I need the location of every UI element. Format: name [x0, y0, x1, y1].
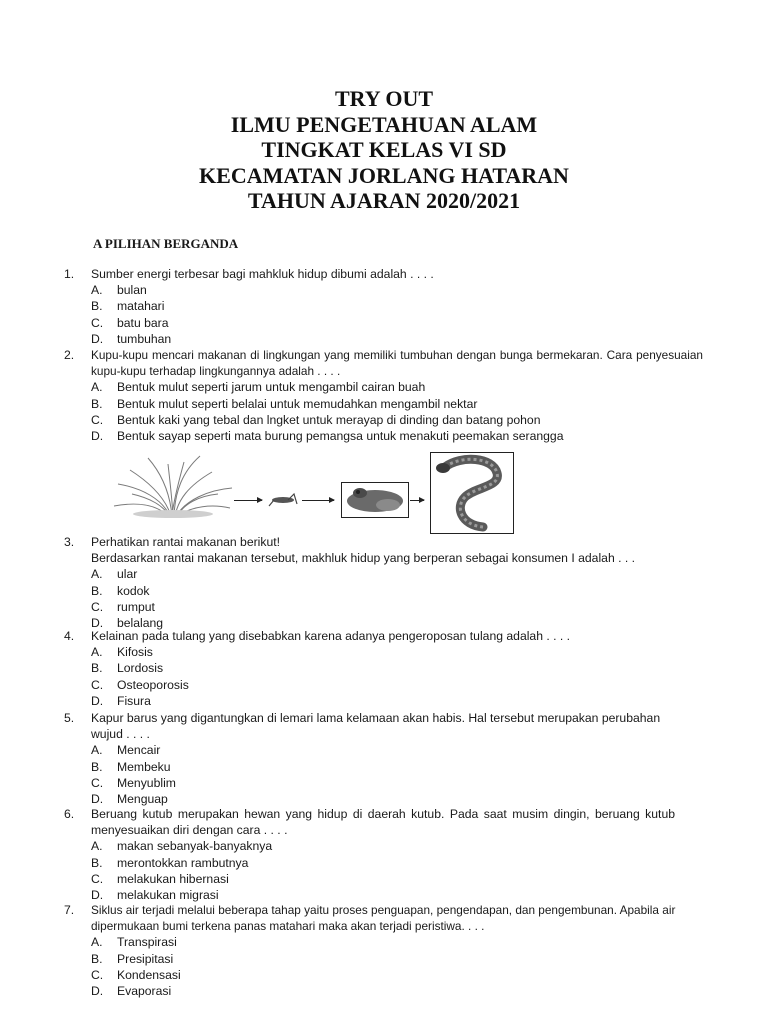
option-d: D. tumbuhan: [91, 331, 172, 346]
section-heading: A PILIHAN BERGANDA: [93, 236, 239, 251]
title-line-2: ILMU PENGETAHUAN ALAM: [230, 111, 538, 137]
option-a: A. Kifosis: [91, 645, 153, 660]
option-b: B. merontokkan rambutnya: [91, 855, 249, 870]
question-number: 4.: [64, 629, 75, 643]
option-a: A. makan sebanyak-banyaknya: [91, 839, 273, 854]
option-a: A. Mencair: [91, 743, 161, 758]
option-c: C. Kondensasi: [91, 967, 181, 982]
question-7: [0, 902, 768, 999]
option-a: A. Bentuk mulut seperti jarum untuk mengambil cairan buah: [91, 380, 426, 395]
question-6: [0, 806, 768, 903]
title-line-5: TAHUN AJARAN 2020/2021: [247, 188, 521, 213]
question-number: 5.: [64, 711, 75, 725]
snake-image: [430, 452, 514, 534]
question-stem: Kelainan pada tulang yang disebabkan karena adanya pengeroposan tulang adalah . . . .: [91, 629, 571, 643]
question-1: [0, 266, 768, 347]
option-a: A. Transpirasi: [91, 935, 177, 950]
question-number: 6.: [64, 807, 75, 821]
question-2: [0, 347, 768, 444]
frog-image: [341, 482, 409, 518]
question-stem-2: Berdasarkan rantai makanan tersebut, makhluk hidup yang berperan sebagai konsumen I adalah . . .: [91, 551, 636, 566]
document-title: [0, 86, 768, 214]
question-stem: Siklus air terjadi melalui beberapa tahap yaitu proses penguapan, pengendapan, dan pengembunan. Apabila air dipermukaan bumi terkena panas matahari maka akan terjadi peristiwa. . . .: [91, 903, 676, 934]
question-number: 1.: [64, 267, 75, 281]
question-3: [0, 534, 768, 631]
question-number: 2.: [64, 348, 75, 362]
grasshopper-image: [268, 492, 298, 508]
arrow-icon: [410, 500, 424, 501]
question-stem: Kupu-kupu mencari makanan di lingkungan yang memiliki tumbuhan dengan bunga bermekaran. Cara penyesuaian kupu-kupu terhadap lingkungannya adalah . . . .: [91, 348, 703, 379]
question-4: [0, 628, 768, 709]
option-d: D. Menguap: [91, 792, 168, 807]
question-stem: Kapur barus yang digantungkan di lemari lama kelamaan akan habis. Hal tersebut merupakan perubahan wujud . . . .: [91, 711, 661, 742]
question-number: 3.: [64, 535, 75, 549]
question-stem: Sumber energi terbesar bagi mahkluk hidup dibumi adalah . . . .: [91, 267, 434, 281]
arrow-icon: [302, 500, 334, 501]
option-b: B. Bentuk mulut seperti belalai untuk memudahkan mengambil nektar: [91, 396, 478, 411]
question-stem: Beruang kutub merupakan hewan yang hidup di daerah kutub. Pada saat musim dingin, beruang kutub menyesuaikan diri dengan cara . . . .: [91, 807, 675, 838]
option-a: A. bulan: [91, 283, 147, 298]
question-number: 7.: [64, 903, 75, 917]
option-b: B. matahari: [91, 299, 165, 314]
option-b: B. Membeku: [91, 759, 171, 774]
option-c: C. Menyublim: [91, 775, 176, 790]
title-line-4: KECAMATAN JORLANG HATARAN: [199, 162, 569, 188]
option-d: D. belalang: [91, 616, 164, 631]
option-d: D. Fisura: [91, 693, 151, 708]
option-c: C. melakukan hibernasi: [91, 871, 229, 886]
option-b: B. Presipitasi: [91, 951, 174, 966]
option-b: B. Lordosis: [91, 661, 164, 676]
title-line-1: TRY OUT: [334, 86, 434, 111]
option-b: B. kodok: [91, 583, 150, 598]
option-d: D. Evaporasi: [91, 984, 172, 999]
option-d: D. Bentuk sayap seperti mata burung pemangsa untuk menakuti peemakan serangga: [91, 429, 564, 444]
question-5: [0, 710, 768, 807]
option-c: C. Bentuk kaki yang tebal dan lngket untuk merayap di dinding dan batang pohon: [91, 412, 541, 427]
option-c: C. rumput: [91, 599, 155, 614]
food-chain-diagram: [112, 450, 522, 534]
option-d: D. melakukan migrasi: [91, 888, 219, 903]
option-c: C. Osteoporosis: [91, 677, 189, 692]
grass-image: [112, 454, 234, 518]
title-line-3: TINGKAT KELAS VI SD: [261, 137, 507, 162]
option-c: C. batu bara: [91, 315, 169, 330]
question-stem: Perhatikan rantai makanan berikut!: [91, 535, 281, 549]
option-a: A. ular: [91, 567, 138, 582]
arrow-icon: [234, 500, 262, 501]
